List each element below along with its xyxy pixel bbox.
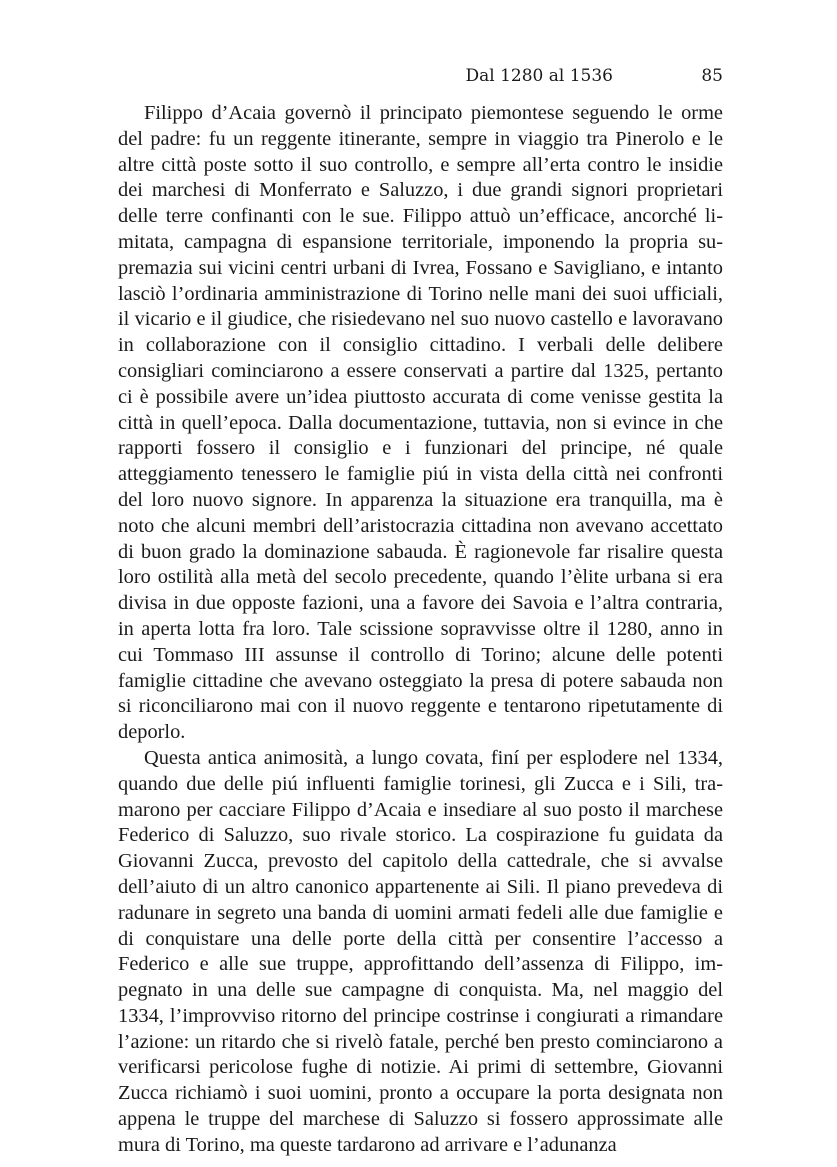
paragraph-1: Filippo d’Acaia governò il principato piemontese seguendo le orme del padre: fu un reggente itinerante, sempre in viaggio tra Pinerolo e le altre città poste sotto il suo controllo, e sempre all’erta contro le insidie dei marchesi di Monferrato e Saluzzo, i due grandi signori proprietari delle terre confinanti con le sue. Filippo attuò un’efficace, ancorché limitata, campagna di espansione territoriale, imponendo la propria supremazia sui vicini centri urbani di Ivrea, Fossano e Savigliano, e intanto lasciò l’ordinaria amministrazione di Torino nelle mani dei suoi ufficiali, il vicario e il giudice, che risiedevano nel suo nuovo castello e lavoravano in collaborazione con il consiglio cittadino. I verbali delle delibere consigliari cominciarono a essere conservati a partire dal 1325, pertanto ci è possibile avere un’idea piuttosto accurata di come venisse gestita la città in quell’epoca. Dalla documentazione, tuttavia, non si evince in che rapporti fossero il consiglio e i funzionari del principe, né quale atteggiamento tenessero le famiglie piú in vista della città nei confronti del loro nuovo signore. In apparenza la situazione era tranquilla, ma è noto che alcuni membri dell’aristocrazia cittadina non avevano accettato di buon grado la dominazione sabauda. È ragionevole far risalire questa loro ostilità alla metà del secolo precedente, quando l’èlite urbana si era divisa in due opposte fazioni, una a favore dei Savoia e l’altra contraria, in aperta lotta fra loro. Tale scissione sopravvisse oltre il 1280, anno in cui Tommaso III assunse il controllo di Torino; alcune delle potenti famiglie cittadine che avevano osteggiato la presa di potere sabauda non si riconciliarono mai con il nuovo reggente e tentarono ripetutamente di deporlo. [118,102,723,744]
running-head [118,64,723,88]
paragraph-2: Questa antica animosità, a lungo covata, finí per esplodere nel 1334, quando due delle piú influenti famiglie torinesi, gli Zucca e i Sili, tramarono per cacciare Filippo d’Acaia e insediare al suo posto il marchese Federico di Saluzzo, suo rivale storico. La cospirazione fu guidata da Giovanni Zucca, prevosto del capitolo della cattedrale, che si avvalse dell’aiuto di un altro canonico appartenente ai Sili. Il piano prevedeva di radunare in segreto una banda di uomini armati fedeli alle due famiglie e di conquistare una delle porte della città per consentire l’accesso a Federico e alle sue truppe, approfittando dell’assenza di Filippo, impegnato in una delle sue campagne di conquista. Ma, nel maggio del 1334, l’improvviso ritorno del principe costrinse i congiurati a rimandare l’azione: un ritardo che si rivelò fatale, perché ben presto cominciarono a verificarsi pericolose fughe di notizie. Ai primi di settembre, Giovanni Zucca richiamò i suoi uomini, pronto a occupare la porta designata non appena le truppe del marchese di Saluzzo si fossero approssimate alle mura di Torino, ma queste tardarono ad arrivare e l’adunanza [118,746,723,1156]
page-number: 85 [701,66,723,86]
body-text [118,101,723,1159]
running-title: Dal 1280 al 1536 [465,66,613,86]
